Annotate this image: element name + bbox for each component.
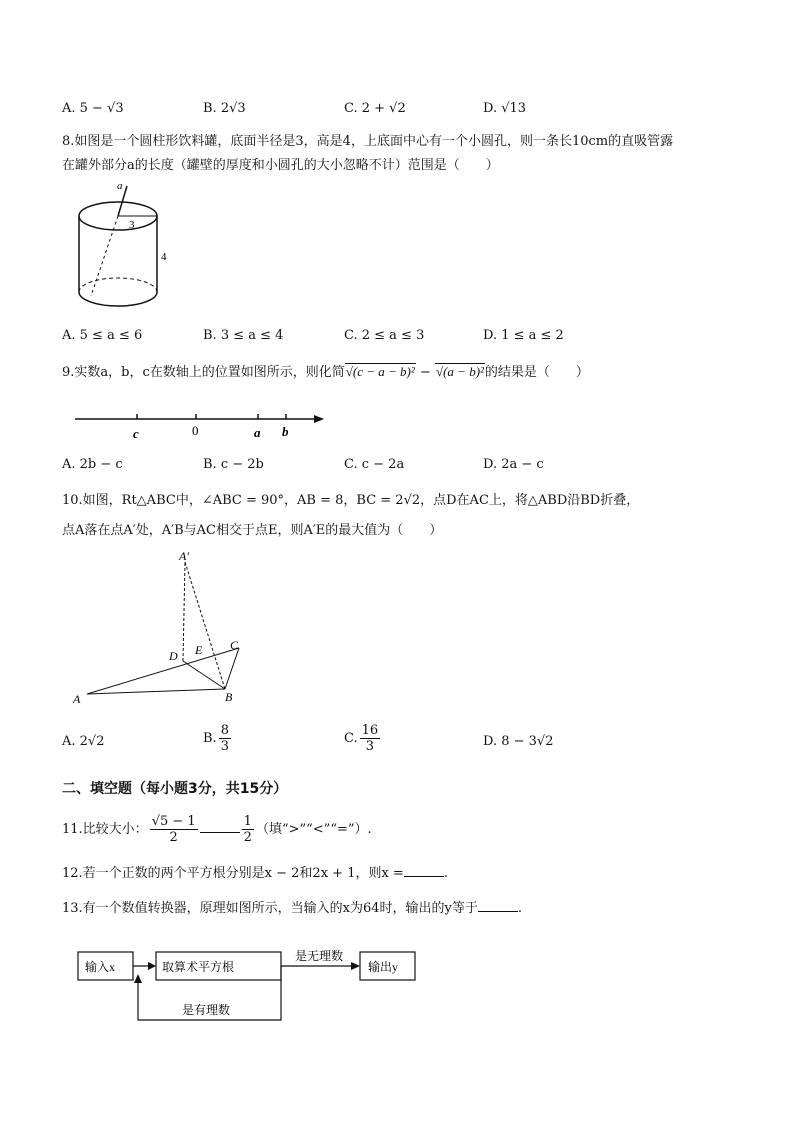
q9-radical-2: √(a − b)² — [435, 364, 484, 379]
q10-option-a: A. 2√2 — [62, 734, 105, 749]
q11-fraction-1-numerator: √5 − 1 — [151, 814, 196, 829]
q7-option-a: A. 5 − √3 — [62, 101, 124, 116]
q13-end: . — [517, 901, 523, 916]
cylinder-figure — [65, 178, 185, 313]
q8-stem-line1: 8.如图是一个圆柱形饮料罐，底面半径是3，高是4，上底面中心有一个小圆孔，则一条长10cm的直吸管露 — [62, 134, 674, 149]
q9-option-c: C. c − 2a — [344, 457, 405, 472]
q10-option-c-label: C. — [344, 731, 358, 746]
axis-arrow — [314, 415, 324, 423]
input-label: 输入x — [85, 960, 116, 974]
q13-answer-blank[interactable] — [478, 899, 518, 912]
q8-option-b: B. 3 ≤ a ≤ 4 — [203, 328, 284, 343]
q9-option-a: A. 2b − c — [62, 457, 123, 472]
q9-stem — [62, 363, 589, 382]
q11-fraction-2-numerator: 1 — [243, 814, 252, 829]
q13-text: 13.有一个数值转换器，原理如图所示，当输入的x为64时，输出的y等于 — [62, 901, 478, 916]
q10-option-b-numerator: 8 — [220, 723, 229, 738]
arrowhead-loop-back — [134, 974, 142, 983]
segment-A1D — [183, 562, 185, 661]
segment-A1B — [185, 562, 225, 689]
q7-option-d: D. √13 — [483, 101, 527, 116]
q10-stem-line2: 点A落在点A′处，A′B与AC相交于点E，则A′E的最大值为（ ） — [62, 523, 443, 538]
label-B: B — [225, 690, 233, 704]
fold-triangle-figure — [65, 548, 255, 710]
q10-option-d: D. 8 − 3√2 — [483, 734, 554, 749]
q11-answer-blank[interactable] — [200, 820, 240, 833]
q11-suffix: （填“>”“<”“=”）. — [255, 822, 372, 837]
q10-option-b-denominator: 3 — [220, 739, 229, 754]
segment-AB — [87, 689, 225, 694]
q8-stem-line2: 在罐外部分a的长度（罐壁的厚度和小圆孔的大小忽略不计）范围是（ ） — [62, 158, 499, 173]
q9-prefix: 9.实数a，b，c在数轴上的位置如图所示，则化简 — [62, 365, 345, 380]
q10-option-c-numerator: 16 — [361, 723, 379, 738]
label-a: a — [117, 180, 123, 192]
q11-fraction-1 — [150, 814, 198, 845]
q12-stem — [62, 864, 448, 883]
q11-fraction-1-denominator: 2 — [169, 830, 178, 845]
segment-BC — [225, 648, 239, 689]
q12-answer-blank[interactable] — [404, 864, 444, 877]
q11-prefix: 11.比较大小： — [62, 822, 148, 837]
label-D: D — [169, 649, 178, 663]
q12-end: . — [443, 866, 448, 881]
label-a: a — [254, 425, 261, 440]
q10-option-b — [203, 723, 233, 754]
q9-radical-1: √(c − a − b)² — [345, 364, 415, 379]
q11-fraction-2 — [242, 814, 254, 845]
cylinder-bottom-front — [79, 292, 157, 306]
label-radius: 3 — [129, 219, 135, 231]
q10-stem-line1: 10.如图，Rt△ABC中，∠ABC = 90°，AB = 8，BC = 2√2，点D在AC上，将△ABD沿BD折叠， — [62, 493, 640, 508]
q10-option-c — [344, 723, 382, 754]
segment-AC — [87, 648, 239, 694]
label-b: b — [282, 424, 289, 439]
irrational-label: 是无理数 — [295, 949, 344, 963]
q10-option-c-fraction — [360, 723, 381, 754]
label-A1: A′ — [179, 549, 189, 563]
output-label: 输出y — [368, 960, 399, 974]
q10-option-c-denominator: 3 — [365, 739, 375, 754]
arrowhead-input-to-process — [148, 962, 156, 970]
q8-option-c: C. 2 ≤ a ≤ 3 — [344, 328, 425, 343]
rational-label: 是有理数 — [182, 1003, 231, 1017]
q9-option-d: D. 2a − c — [483, 457, 544, 472]
arrowhead-process-to-output — [351, 962, 360, 970]
label-E: E — [195, 643, 203, 657]
q7-option-c: C. 2 + √2 — [344, 101, 406, 116]
label-c: c — [133, 426, 139, 441]
q10-option-b-label: B. — [203, 731, 217, 746]
q9-minus: − — [415, 365, 435, 380]
cylinder-bottom-back — [79, 278, 157, 292]
q10-option-b-fraction — [219, 723, 231, 754]
label-A: A — [73, 692, 81, 706]
label-0: 0 — [192, 423, 199, 438]
process-label: 取算术平方根 — [162, 960, 235, 974]
section-2-heading: 二、填空题（每小题3分，共15分） — [62, 781, 288, 797]
q7-option-b: B. 2√3 — [203, 101, 246, 116]
converter-flowchart — [70, 938, 420, 1028]
q8-option-a: A. 5 ≤ a ≤ 6 — [62, 328, 143, 343]
q9-option-b: B. c − 2b — [203, 457, 264, 472]
q11-stem — [62, 813, 372, 847]
q13-stem — [62, 899, 522, 918]
label-height: 4 — [161, 251, 167, 263]
q8-option-d: D. 1 ≤ a ≤ 2 — [483, 328, 564, 343]
number-line — [70, 405, 330, 441]
q11-fraction-2-denominator: 2 — [243, 830, 252, 845]
q12-text: 12.若一个正数的两个平方根分别是x − 2和2x + 1，则x = — [62, 866, 404, 881]
q9-suffix: 的结果是（ ） — [484, 365, 589, 380]
label-C: C — [230, 638, 239, 652]
segment-BD — [183, 661, 225, 689]
